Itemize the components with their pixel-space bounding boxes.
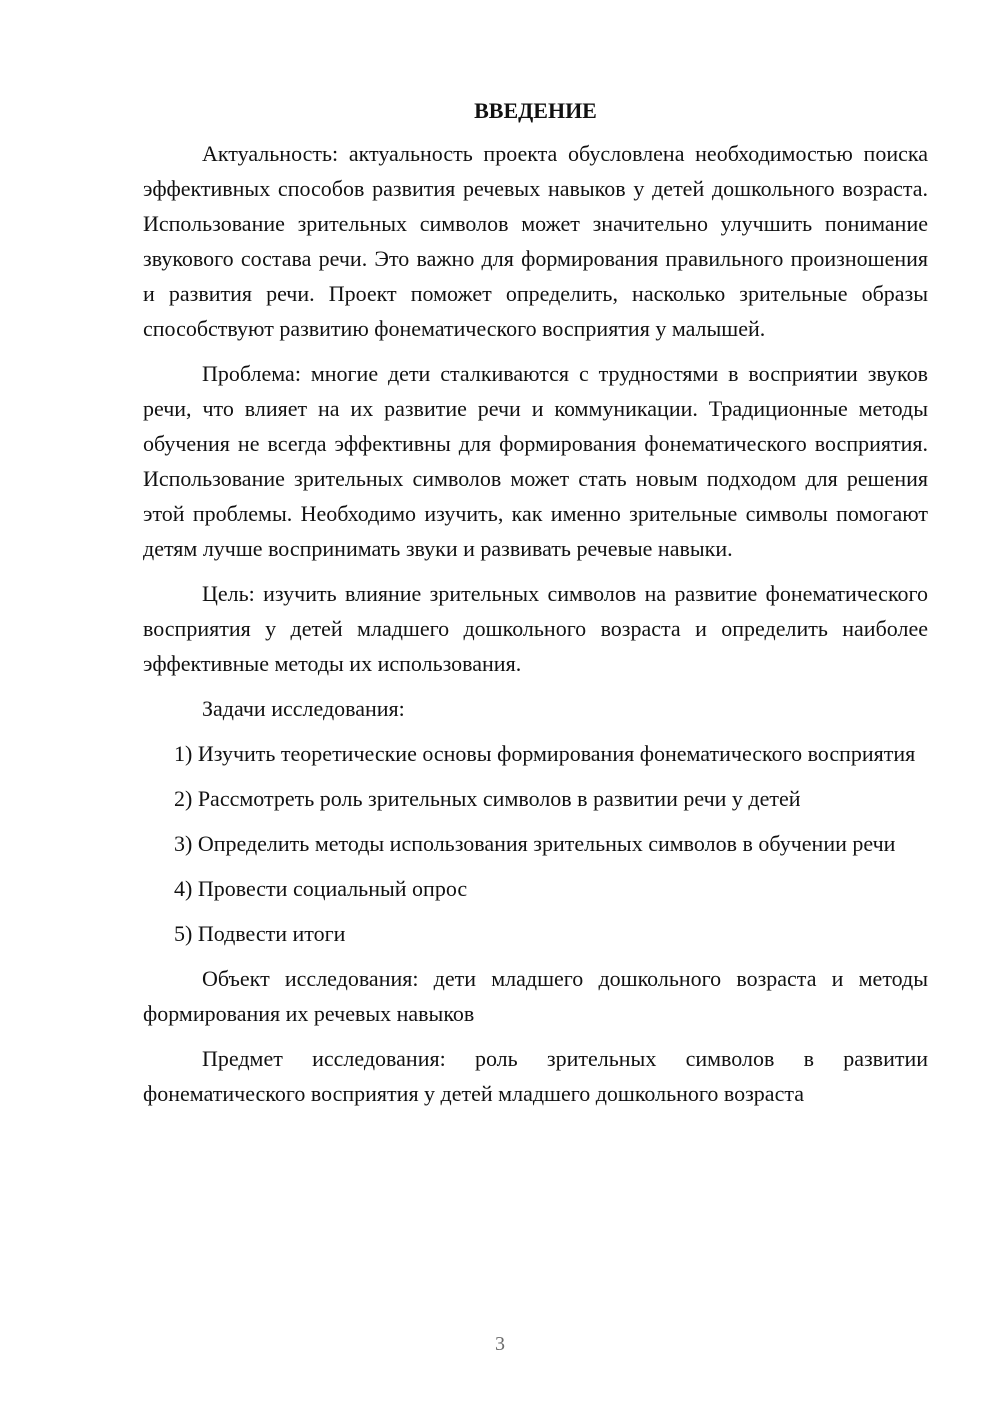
- task-item-5: 5) Подвести итоги: [174, 921, 346, 946]
- tasks-heading: Задачи исследования:: [202, 696, 405, 721]
- subject-paragraph: Предмет исследования: роль зрительных символов в развитии фонематического восприятия у детей младшего дошкольного возраста: [143, 1046, 928, 1106]
- problem-paragraph: Проблема: многие дети сталкиваются с трудностями в восприятии звуков речи, что влияет на их развитие речи и коммуникации. Традиционные методы обучения не всегда эффективны для формирования фонематического восприятия. Использование зрительных символов может стать новым подходом для решения этой проблемы. Необходимо изучить, как именно зрительные символы помогают детям лучше воспринимать звуки и развивать речевые навыки.: [143, 361, 928, 561]
- relevance-paragraph: Актуальность: актуальность проекта обусловлена необходимостью поиска эффективных способов развития речевых навыков у детей дошкольного возраста. Использование зрительных символов может значительно улучшить понимание звукового состава речи. Это важно для формирования правильного произношения и развития речи. Проект поможет определить, насколько зрительные образы способствуют развитию фонематического восприятия у малышей.: [143, 141, 928, 341]
- task-item-4: 4) Провести социальный опрос: [174, 876, 468, 901]
- task-item-3: 3) Определить методы использования зрительных символов в обучении речи: [174, 831, 896, 856]
- page-number: 3: [495, 1333, 505, 1355]
- object-paragraph: Объект исследования: дети младшего дошкольного возраста и методы формирования их речевых навыков: [143, 966, 928, 1026]
- task-item-2: 2) Рассмотреть роль зрительных символов в развитии речи у детей: [174, 786, 801, 811]
- task-item-1: 1) Изучить теоретические основы формирования фонематического восприятия: [174, 741, 916, 766]
- goal-paragraph: Цель: изучить влияние зрительных символов на развитие фонематического восприятия у детей младшего дошкольного возраста и определить наиболее эффективные методы их использования.: [143, 581, 928, 676]
- document-page: [143, 96, 928, 1121]
- page-title: ВВЕДЕНИЕ: [474, 98, 597, 123]
